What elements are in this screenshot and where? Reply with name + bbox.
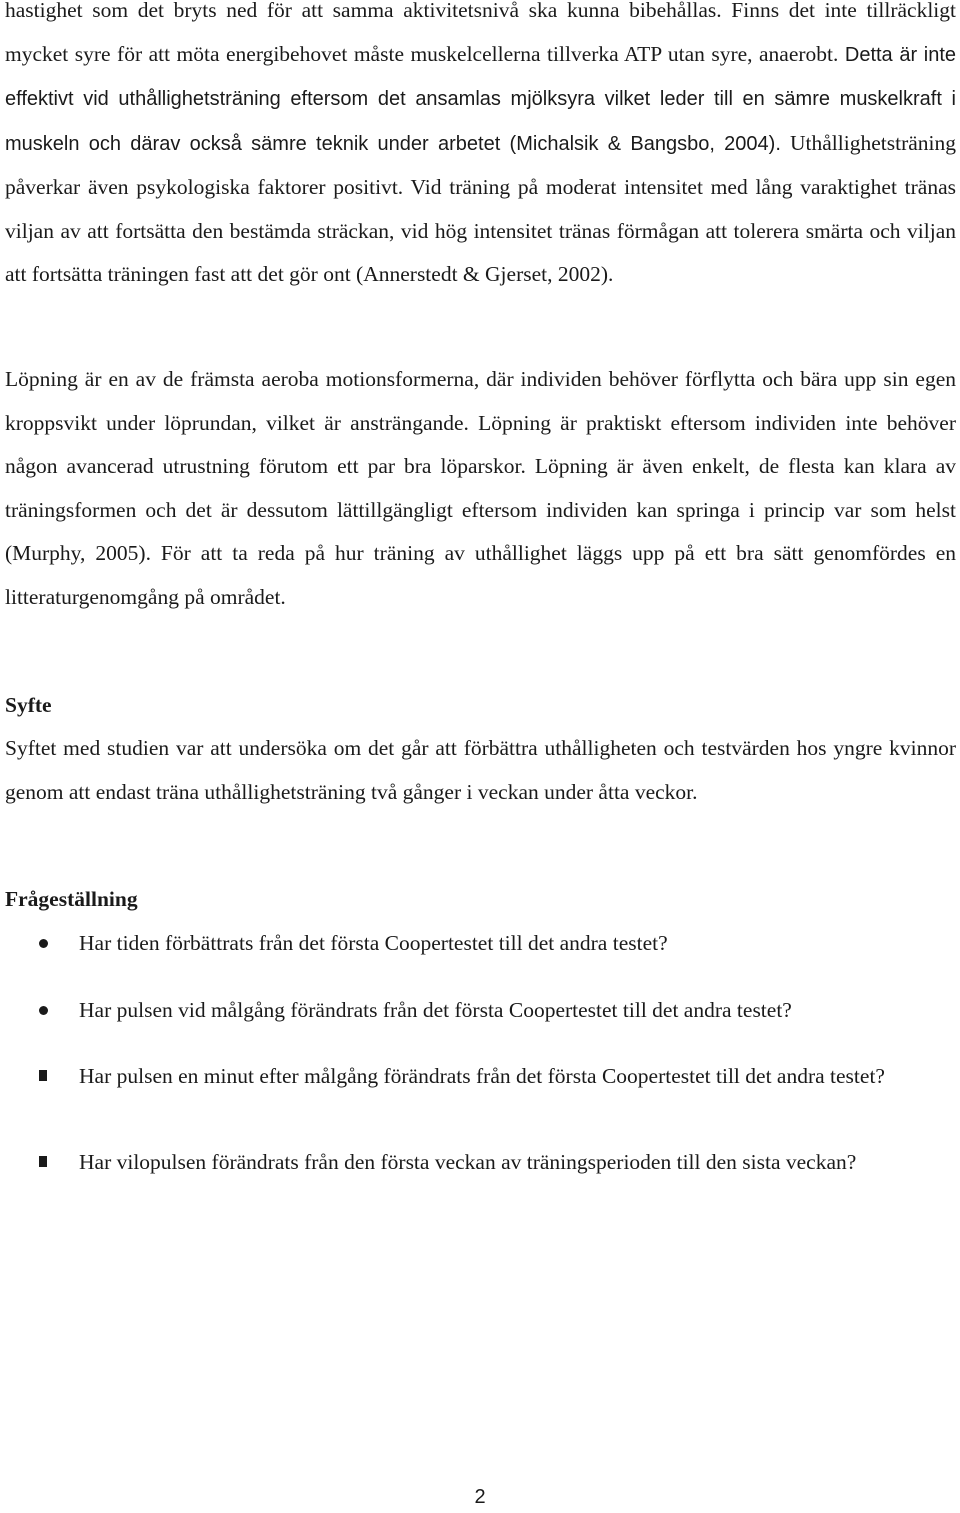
section-heading-syfte: Syfte <box>5 693 52 717</box>
square-bullet-icon <box>39 1055 49 1099</box>
paragraph-text-serif-start: hastighet som det bryts ned för att samma aktivitetsnivå ska kunna bibehållas. Finns det inte tillräckligt mycket syre för att möta energibehovet måste muskelcellerna tillverka ATP utan syre, anaerobt. <box>5 0 956 66</box>
page-number: 2 <box>474 1486 486 1508</box>
paragraph-text-sans: Detta är inte effektivt vid uthållighetsträning eftersom det ansamlas mjölksyra vilket leder till en sämre muskelkraft i muskeln och därav också sämre teknik under arbetet (Michalsik & Bangsbo, 2004). <box>5 43 957 155</box>
question-text: Har pulsen vid målgång förändrats från det första Coopertestet till det andra testet? <box>79 998 792 1022</box>
body-paragraph-running: Löpning är en av de främsta aeroba motionsformerna, där individen behöver förflytta och bära upp sin egen kroppsvikt under löprundan, vilket är ansträngande. Löpning är praktiskt eftersom individen inte behöver någon avancerad utrustning förutom ett par bra löparskor. Löpning är även enkelt, de flesta kan klara av träningsformen och det är dessutom lättillgängligt eftersom individen kan springa i princip var som helst (Murphy, 2005). För att ta reda på hur träning av uthållighet läggs upp på ett bra sätt genomfördes en litteraturgenomgång på området. <box>5 367 956 609</box>
round-bullet-icon <box>39 922 49 966</box>
question-text: Har pulsen en minut efter målgång förändrats från det första Coopertestet till det andra testet? <box>79 1064 885 1088</box>
body-paragraph-training <box>5 0 956 297</box>
body-paragraph-syfte: Syftet med studien var att undersöka om det går att förbättra uthålligheten och testvärden hos yngre kvinnor genom att endast träna uthållighetsträning två gånger i veckan under åtta veckor. <box>5 736 956 804</box>
round-bullet-icon <box>39 989 49 1033</box>
square-bullet-icon <box>39 1141 49 1185</box>
question-text: Har vilopulsen förändrats från den första veckan av träningsperioden till den sista veckan? <box>79 1150 857 1174</box>
paragraph-text-serif-end: Uthållighetsträning påverkar även psykologiska faktorer positivt. Vid träning på moderat intensitet med lång varaktighet tränas viljan av att fortsätta den bestämda sträckan, vid hög intensitet tränas förmågan att tolerera smärta och viljan att fortsätta träningen fast att det gör ont (Annerstedt & Gjerset, 2002). <box>5 130 956 286</box>
question-text: Har tiden förbättrats från det första Coopertestet till det andra testet? <box>79 931 668 955</box>
section-heading-fragestallning: Frågeställning <box>5 887 138 911</box>
